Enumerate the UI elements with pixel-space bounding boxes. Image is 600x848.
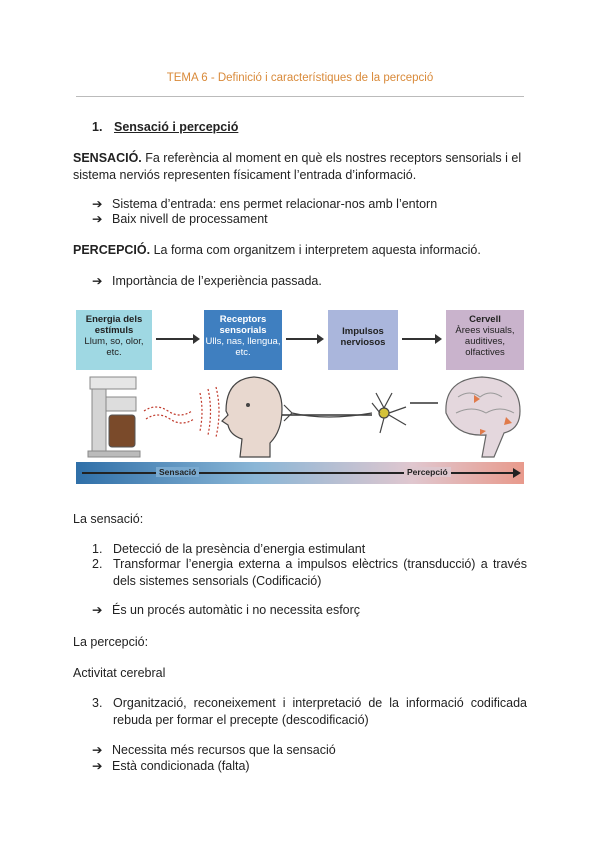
sensation-perception-bar — [76, 462, 524, 484]
arrow-bullet-icon: ➔ — [92, 743, 103, 757]
box-title: Receptors sensorials — [219, 314, 267, 336]
item-number: 2. — [92, 557, 103, 571]
la-sensacio-heading: La sensació: — [73, 512, 144, 526]
box-body: Ulls, nas, llengua, etc. — [205, 336, 281, 358]
bullet-text: Baix nivell de processament — [112, 212, 268, 226]
box-body: Llum, so, olor, etc. — [84, 336, 144, 358]
sensacio-text-line2: sistema nerviós representen físicament l’entrada d’informació. — [73, 167, 417, 182]
item-text: Detecció de la presència d’energia estimulant — [113, 542, 366, 556]
arrow-bullet-icon: ➔ — [92, 603, 103, 617]
sensacio-text-line1: Fa referència al moment en què els nostres receptors sensorials i el — [141, 151, 522, 165]
box-body: Àrees visuals, auditives, olfactives — [455, 325, 515, 358]
numbered-item — [92, 695, 527, 728]
numbered-item — [92, 556, 527, 589]
percepcio-text: La forma com organitzem i interpretem aquesta informació. — [150, 243, 481, 257]
item-text: Transformar l’energia externa a impulsos elèctrics (transducció) a través dels sistemes sensorials (Codificació) — [113, 557, 527, 588]
arrow-bullet-icon: ➔ — [92, 197, 103, 211]
odor-waves-icon — [144, 387, 219, 437]
item-number: 1. — [92, 542, 103, 556]
arrow-bullet-icon: ➔ — [92, 759, 103, 773]
diagram-box-stimulus-energy — [76, 310, 152, 370]
bullet-item — [92, 602, 532, 619]
percepcio-paragraph — [73, 242, 527, 259]
human-head-icon — [222, 377, 282, 457]
section-title: Sensació i percepció — [114, 120, 239, 134]
diagram-box-sensory-receptors — [204, 310, 282, 370]
arrow-bullet-icon: ➔ — [92, 212, 103, 226]
section-heading — [92, 120, 238, 134]
diagram-illustrations — [76, 373, 524, 459]
sensacio-term: SENSACIÓ. — [73, 151, 142, 165]
diagram-box-nerve-impulses — [328, 310, 398, 370]
bullet-text: Importància de l’experiència passada. — [112, 274, 322, 288]
section-number: 1. — [92, 120, 103, 134]
bullet-item — [92, 211, 532, 228]
box-title: Cervell — [469, 314, 501, 325]
percepcio-term: PERCEPCIÓ. — [73, 243, 151, 257]
flow-arrow — [402, 338, 440, 340]
la-percepcio-heading: La percepció: — [73, 635, 149, 649]
bullet-item — [92, 758, 532, 775]
bullet-item — [92, 273, 532, 290]
neuron-icon — [284, 393, 406, 433]
box-title: Energia dels estímuls — [85, 314, 143, 336]
bullet-text: És un procés automàtic i no necessita esforç — [112, 603, 361, 617]
brain-icon — [446, 377, 520, 457]
document-header-title: TEMA 6 - Definició i característiques de la percepció — [166, 72, 434, 84]
arrow-bullet-icon: ➔ — [92, 274, 103, 288]
bullet-text: Necessita més recursos que la sensació — [112, 743, 336, 757]
item-number: 3. — [92, 696, 103, 710]
la-percepcio-subheading: Activitat cerebral — [73, 666, 166, 680]
bullet-text: Està condicionada (falta) — [112, 759, 250, 773]
item-text: Organització, reconeixement i interpretació de la informació codificada rebuda per formar el precepte (descodificació) — [113, 696, 527, 727]
sensacio-paragraph — [73, 150, 527, 183]
flow-arrow — [286, 338, 322, 340]
flow-arrow — [156, 338, 198, 340]
bar-arrow — [82, 472, 518, 474]
bar-label-sensacio: Sensació — [156, 467, 199, 477]
coffee-maker-icon — [88, 377, 140, 457]
bar-label-percepcio: Percepció — [404, 467, 451, 477]
perception-diagram — [76, 305, 524, 495]
header-divider — [76, 96, 524, 97]
bullet-item — [92, 742, 532, 759]
box-title: Impulsos nerviosos — [340, 326, 386, 348]
bullet-text: Sistema d’entrada: ens permet relacionar-nos amb l’entorn — [112, 197, 438, 211]
diagram-box-brain — [446, 310, 524, 370]
